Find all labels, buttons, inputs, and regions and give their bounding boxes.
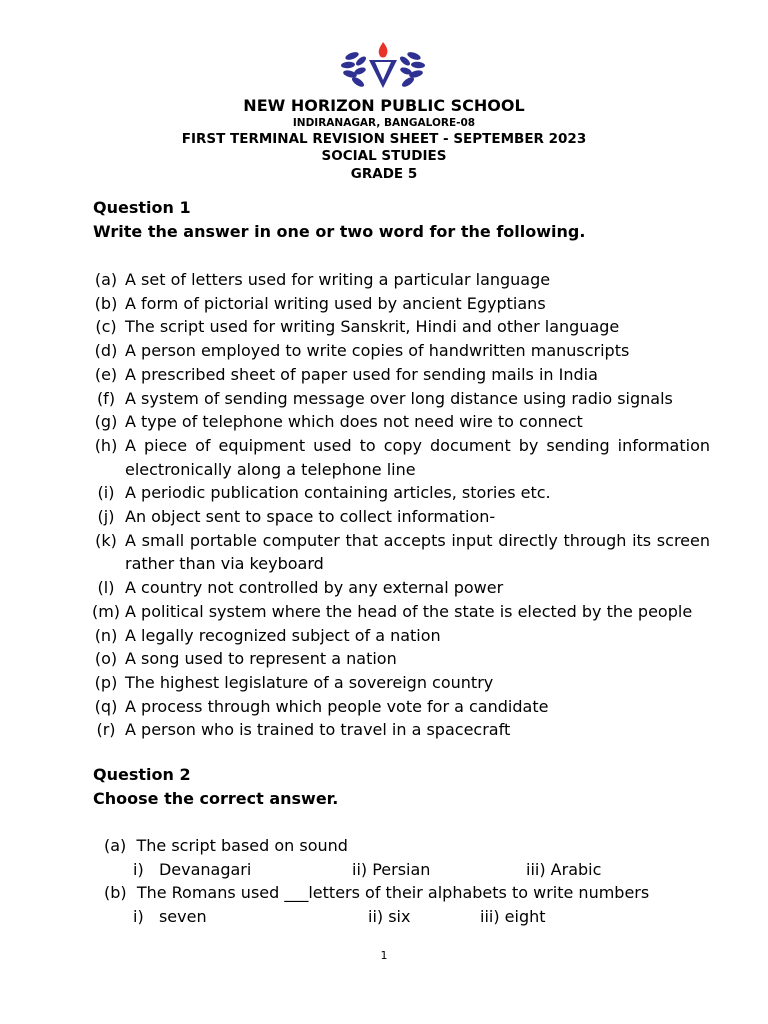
list-item	[80, 647, 710, 671]
list-item	[80, 481, 710, 505]
item-text: A small portable computer that accepts input directly through its screen rather than via keyboard	[125, 530, 710, 574]
item-text: A political system where the head of the state is elected by the people	[125, 601, 693, 621]
question-2-instruction: Choose the correct answer.	[93, 789, 339, 808]
item-text: The script used for writing Sanskrit, Hindi and other language	[125, 317, 620, 337]
subject-title: SOCIAL STUDIES	[321, 148, 447, 164]
item-label: (g)	[94, 412, 118, 432]
mcq-item-b	[104, 883, 649, 902]
list-item	[80, 576, 710, 600]
item-label: (p)	[94, 672, 118, 692]
school-logo-icon	[338, 40, 428, 90]
question-2-title: Question 2	[93, 765, 191, 784]
item-text: The Romans used ___letters of their alphabets to write numbers	[136, 883, 650, 902]
sheet-title: FIRST TERMINAL REVISION SHEET - SEPTEMBER 2023	[181, 131, 587, 147]
item-text: A prescribed sheet of paper used for sending mails in India	[125, 364, 598, 384]
list-item	[80, 529, 710, 576]
option-a-iii: iii) Arabic	[526, 860, 602, 879]
item-label: (k)	[95, 530, 117, 550]
school-address: INDIRANAGAR, BANGALORE-08	[292, 117, 476, 129]
list-item	[80, 268, 710, 292]
item-label: (a)	[104, 836, 127, 855]
item-text: A country not controlled by any external power	[125, 578, 504, 598]
list-item	[80, 292, 710, 316]
list-item	[80, 363, 710, 387]
item-label: (h)	[94, 435, 118, 455]
school-name: NEW HORIZON PUBLIC SCHOOL	[243, 96, 525, 115]
list-item	[80, 410, 710, 434]
item-text: A piece of equipment used to copy document by sending information electronically along a telephone line	[125, 435, 710, 479]
item-label: (e)	[94, 364, 118, 384]
option-b-i: i) seven	[133, 907, 207, 926]
item-label: (a)	[94, 270, 118, 289]
list-item	[80, 718, 710, 742]
item-text: A periodic publication containing articles, stories etc.	[125, 483, 551, 503]
list-item	[80, 505, 710, 529]
list-item	[80, 434, 710, 481]
item-text: A form of pictorial writing used by ancient Egyptians	[125, 293, 546, 313]
item-text: An object sent to space to collect information-	[125, 507, 496, 527]
item-text: A legally recognized subject of a nation	[125, 625, 441, 645]
list-item	[80, 339, 710, 363]
item-label: (q)	[94, 696, 118, 716]
list-item	[80, 624, 710, 648]
item-label: (b)	[94, 293, 118, 313]
question-1-list	[80, 268, 710, 742]
question-1-title: Question 1	[93, 198, 191, 217]
item-label: (i)	[97, 483, 115, 503]
option-a-ii: ii) Persian	[352, 860, 431, 879]
option-b-iii: iii) eight	[480, 907, 546, 926]
item-text: A person who is trained to travel in a spacecraft	[125, 720, 511, 740]
item-label: (c)	[95, 317, 117, 337]
grade-title: GRADE 5	[350, 166, 418, 182]
item-text: A system of sending message over long distance using radio signals	[125, 388, 673, 408]
item-label: (o)	[94, 649, 118, 669]
item-label: (n)	[94, 625, 118, 645]
item-text: A person employed to write copies of handwritten manuscripts	[125, 341, 630, 361]
item-label: (r)	[96, 720, 116, 740]
item-text: A type of telephone which does not need wire to connect	[125, 412, 583, 432]
list-item	[80, 387, 710, 411]
question-1-instruction: Write the answer in one or two word for the following.	[93, 222, 586, 241]
list-item	[80, 600, 710, 624]
item-label: (j)	[97, 507, 115, 527]
mcq-item-a	[104, 836, 348, 855]
option-b-ii: ii) six	[368, 907, 411, 926]
item-label: (d)	[94, 341, 118, 361]
list-item	[80, 315, 710, 339]
item-text: A song used to represent a nation	[125, 649, 397, 669]
page-number: 1	[380, 949, 388, 962]
item-label: (b)	[104, 883, 127, 902]
option-a-i: i) Devanagari	[133, 860, 252, 879]
item-text: A set of letters used for writing a particular language	[125, 270, 551, 289]
item-text: The highest legislature of a sovereign country	[125, 672, 494, 692]
list-item	[80, 695, 710, 719]
item-text: The script based on sound	[136, 836, 348, 855]
item-label: (f)	[96, 388, 116, 408]
item-label: (l)	[97, 578, 115, 598]
list-item	[80, 671, 710, 695]
item-text: A process through which people vote for a candidate	[125, 696, 549, 716]
item-label: (m)	[91, 601, 121, 621]
